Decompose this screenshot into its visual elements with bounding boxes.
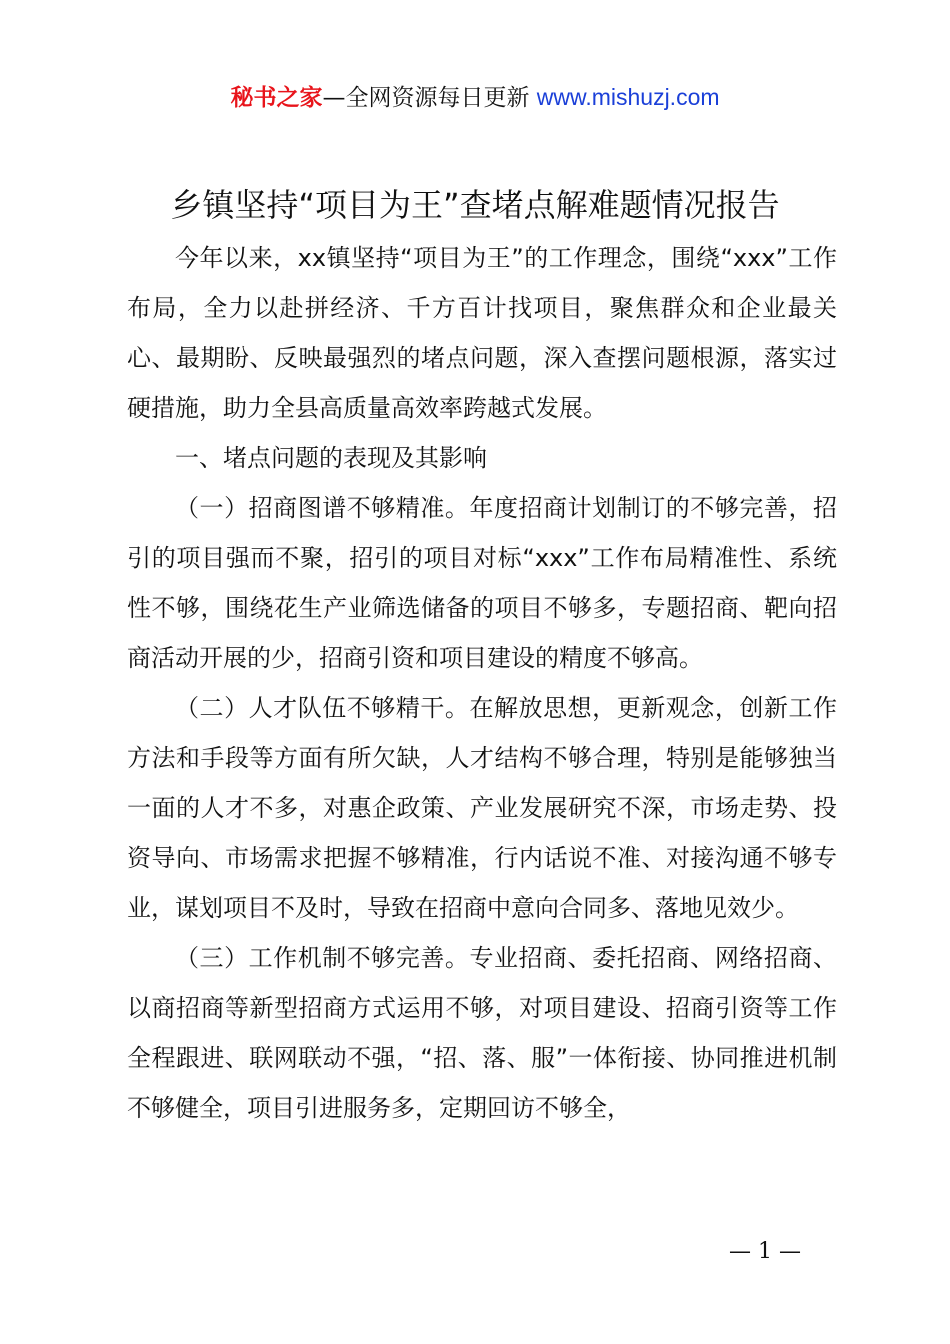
- site-url-link[interactable]: www.mishuzj.com: [536, 84, 720, 110]
- body-paragraph: （二）人才队伍不够精干。在解放思想，更新观念，创新工作方法和手段等方面有所欠缺，人才结构不够合理，特别是能够独当一面的人才不多，对惠企政策、产业发展研究不深，市场走势、投资导向、市场需求把握不够精准，行内话说不准、对接沟通不够专业，谋划项目不及时，导致在招商中意向合同多、落地见效少。: [127, 694, 837, 922]
- header-tagline: —全网资源每日更新: [322, 85, 530, 111]
- page-number: — 1 —: [729, 1239, 801, 1264]
- document-title: 乡镇坚持“项目为王”查堵点解难题情况报告: [170, 186, 780, 224]
- brand-name: 秘书之家: [230, 85, 323, 111]
- body-paragraph: （三）工作机制不够完善。专业招商、委托招商、网络招商、以商招商等新型招商方式运用不够，对项目建设、招商引资等工作全程跟进、联网联动不强，“招、落、服”一体衔接、协同推进机制不够健全，项目引进服务多，定期回访不够全，: [127, 944, 837, 1122]
- intro-paragraph: 今年以来，xx镇坚持“项目为王”的工作理念，围绕“xxx”工作布局，全力以赴拼经济、千方百计找项目，聚焦群众和企业最关心、最期盼、反映最强烈的堵点问题，深入查摆问题根源，落实过硬措施，助力全县高质量高效率跨越式发展。: [127, 244, 837, 422]
- body-paragraph: （一）招商图谱不够精准。年度招商计划制订的不够完善，招引的项目强而不聚，招引的项目对标“xxx”工作布局精准性、系统性不够，围绕花生产业筛选储备的项目不够多，专题招商、靶向招商活动开展的少，招商引资和项目建设的精度不够高。: [127, 494, 837, 672]
- site-header: [0, 80, 950, 115]
- document-body: [127, 233, 837, 1133]
- section-heading: 一、堵点问题的表现及其影响: [175, 444, 487, 472]
